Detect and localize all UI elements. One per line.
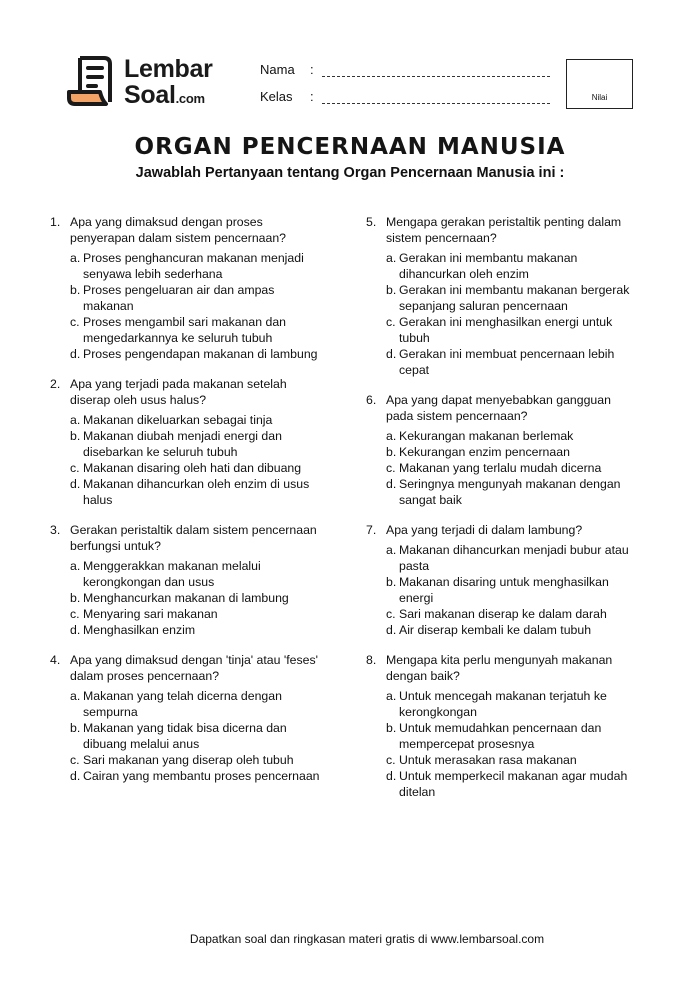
option[interactable]: [386, 282, 641, 314]
questions-left-column: [50, 214, 325, 798]
option-text: Makanan disaring untuk menghasilkan energi: [399, 575, 609, 605]
option-text: Makanan dihancurkan menjadi bubur atau pasta: [399, 543, 629, 573]
option[interactable]: [70, 250, 325, 282]
option-letter: a.: [386, 543, 397, 557]
option-letter: c.: [386, 607, 396, 621]
option-letter: b.: [386, 575, 397, 589]
class-line[interactable]: [322, 103, 550, 104]
question-number: 3.: [50, 523, 61, 537]
option-text: Menggerakkan makanan melalui kerongkongan dan usus: [83, 559, 261, 589]
name-line[interactable]: [322, 76, 550, 77]
option[interactable]: [386, 752, 641, 768]
logo: [66, 54, 226, 114]
document-icon: [66, 54, 116, 110]
option-letter: b.: [386, 445, 397, 459]
option-letter: d.: [386, 347, 397, 361]
option-letter: c.: [70, 461, 80, 475]
option-text: Gerakan ini membantu makanan bergerak sepanjang saluran pencernaan: [399, 283, 630, 313]
option-text: Untuk merasakan rasa makanan: [399, 753, 577, 767]
option[interactable]: [70, 282, 325, 314]
option-letter: c.: [386, 753, 396, 767]
option-letter: d.: [70, 623, 81, 637]
score-box[interactable]: [566, 59, 633, 109]
option-text: Gerakan ini membantu makanan dihancurkan oleh enzim: [399, 251, 578, 281]
option-letter: d.: [70, 769, 81, 783]
option[interactable]: [386, 720, 641, 752]
question-2: [50, 376, 325, 508]
question-1: [50, 214, 325, 362]
option-letter: d.: [70, 477, 81, 491]
option-letter: c.: [70, 753, 80, 767]
option-letter: b.: [70, 283, 81, 297]
option-letter: b.: [70, 429, 81, 443]
page-title: ORGAN PENCERNAAN MANUSIA: [134, 134, 566, 160]
option[interactable]: [70, 314, 325, 346]
option-text: Gerakan ini menghasilkan energi untuk tubuh: [399, 315, 613, 345]
option[interactable]: [386, 346, 641, 378]
option-text: Untuk mencegah makanan terjatuh ke kerongkongan: [399, 689, 607, 719]
logo-wordmark: [124, 56, 213, 112]
class-colon: :: [310, 89, 314, 104]
option-letter: c.: [70, 315, 80, 329]
option-text: Untuk memudahkan pencernaan dan mempercepat prosesnya: [399, 721, 602, 751]
question-3: [50, 522, 325, 638]
class-label: Kelas: [260, 89, 293, 104]
option[interactable]: [70, 412, 325, 428]
option-letter: a.: [386, 251, 397, 265]
option-text: Menyaring sari makanan: [83, 607, 218, 621]
option-text: Makanan dihancurkan oleh enzim di usus halus: [83, 477, 310, 507]
option[interactable]: [70, 476, 325, 508]
question-text: Apa yang dimaksud dengan proses penyerapan dalam sistem pencernaan?: [70, 215, 287, 245]
option-letter: a.: [70, 559, 81, 573]
question-number: 8.: [366, 653, 377, 667]
option-letter: b.: [70, 591, 81, 605]
option-letter: b.: [386, 721, 397, 735]
question-text: Mengapa gerakan peristaltik penting dalam sistem pencernaan?: [386, 215, 622, 245]
option-letter: b.: [70, 721, 81, 735]
question-text: Gerakan peristaltik dalam sistem pencernaan berfungsi untuk?: [70, 523, 317, 553]
option[interactable]: [70, 346, 325, 362]
question-text: Mengapa kita perlu mengunyah makanan dengan baik?: [386, 653, 613, 683]
option-text: Makanan dikeluarkan sebagai tinja: [83, 413, 273, 427]
option-letter: a.: [70, 251, 81, 265]
question-number: 6.: [366, 393, 377, 407]
option-letter: c.: [386, 461, 396, 475]
option[interactable]: [386, 622, 641, 638]
option[interactable]: [70, 688, 325, 720]
option-text: Untuk memperkecil makanan agar mudah ditelan: [399, 769, 628, 799]
option-text: Menghasilkan enzim: [83, 623, 196, 637]
question-4: [50, 652, 325, 784]
option-text: Proses penghancuran makanan menjadi senyawa lebih sederhana: [83, 251, 304, 281]
option[interactable]: [70, 606, 325, 622]
question-6: [366, 392, 641, 508]
question-text: Apa yang dimaksud dengan 'tinja' atau 'feses' dalam proses pencernaan?: [70, 653, 318, 683]
name-colon: :: [310, 62, 314, 77]
option-letter: a.: [70, 413, 81, 427]
option-text: Makanan yang terlalu mudah dicerna: [399, 461, 602, 475]
questions-right-column: [366, 214, 641, 814]
option-text: Kekurangan makanan berlemak: [399, 429, 574, 443]
question-text: Apa yang terjadi pada makanan setelah diserap oleh usus halus?: [70, 377, 287, 407]
option-letter: c.: [386, 315, 396, 329]
logo-suffix: .com: [175, 91, 205, 106]
option-text: Kekurangan enzim pencernaan: [399, 445, 570, 459]
option[interactable]: [70, 720, 325, 752]
option[interactable]: [70, 460, 325, 476]
option[interactable]: [386, 688, 641, 720]
option-text: Sari makanan diserap ke dalam darah: [399, 607, 607, 621]
option-letter: a.: [70, 689, 81, 703]
option-letter: a.: [386, 429, 397, 443]
option-text: Gerakan ini membuat pencernaan lebih cepat: [399, 347, 615, 377]
option[interactable]: [70, 590, 325, 606]
page-subtitle: Jawablah Pertanyaan tentang Organ Pencernaan Manusia ini :: [135, 165, 565, 181]
question-text: Apa yang terjadi di dalam lambung?: [386, 523, 583, 537]
question-number: 1.: [50, 215, 61, 229]
option-text: Makanan diubah menjadi energi dan disebarkan ke seluruh tubuh: [83, 429, 282, 459]
option[interactable]: [386, 250, 641, 282]
footer-text: Dapatkan soal dan ringkasan materi gratis di www.lembarsoal.com: [189, 932, 545, 946]
question-number: 5.: [366, 215, 377, 229]
option[interactable]: [386, 768, 641, 800]
option[interactable]: [386, 476, 641, 508]
option-text: Menghancurkan makanan di lambung: [83, 591, 289, 605]
option[interactable]: [386, 460, 641, 476]
option[interactable]: [386, 542, 641, 574]
option-text: Seringnya mengunyah makanan dengan sangat baik: [399, 477, 621, 507]
option-letter: c.: [70, 607, 80, 621]
question-8: [366, 652, 641, 800]
question-5: [366, 214, 641, 378]
option-letter: d.: [386, 769, 397, 783]
option[interactable]: [70, 768, 325, 784]
option[interactable]: [70, 558, 325, 590]
option[interactable]: [386, 314, 641, 346]
score-label: Nilai: [591, 93, 608, 102]
option-text: Makanan yang telah dicerna dengan sempurna: [83, 689, 282, 719]
option[interactable]: [386, 606, 641, 622]
name-label: Nama: [260, 62, 295, 77]
option-text: Proses mengambil sari makanan dan mengedarkannya ke seluruh tubuh: [83, 315, 287, 345]
option-text: Sari makanan yang diserap oleh tubuh: [83, 753, 294, 767]
question-number: 7.: [366, 523, 377, 537]
option-text: Proses pengendapan makanan di lambung: [83, 347, 318, 361]
option[interactable]: [386, 444, 641, 460]
question-number: 4.: [50, 653, 61, 667]
option-letter: d.: [386, 623, 397, 637]
option-text: Makanan yang tidak bisa dicerna dan dibuang melalui anus: [83, 721, 287, 751]
option-text: Proses pengeluaran air dan ampas makanan: [83, 283, 275, 313]
logo-word-lembar: Lembar: [124, 55, 213, 83]
question-7: [366, 522, 641, 638]
question-number: 2.: [50, 377, 61, 391]
option-letter: d.: [386, 477, 397, 491]
option-text: Cairan yang membantu proses pencernaan: [83, 769, 320, 783]
option-letter: d.: [70, 347, 81, 361]
option[interactable]: [386, 574, 641, 606]
option[interactable]: [70, 752, 325, 768]
option-text: Makanan disaring oleh hati dan dibuang: [83, 461, 302, 475]
option-letter: a.: [386, 689, 397, 703]
logo-word-soal: Soal: [124, 81, 176, 109]
option-text: Air diserap kembali ke dalam tubuh: [399, 623, 592, 637]
option[interactable]: [70, 428, 325, 460]
question-text: Apa yang dapat menyebabkan gangguan pada sistem pencernaan?: [386, 393, 611, 423]
option[interactable]: [70, 622, 325, 638]
option[interactable]: [386, 428, 641, 444]
option-letter: b.: [386, 283, 397, 297]
